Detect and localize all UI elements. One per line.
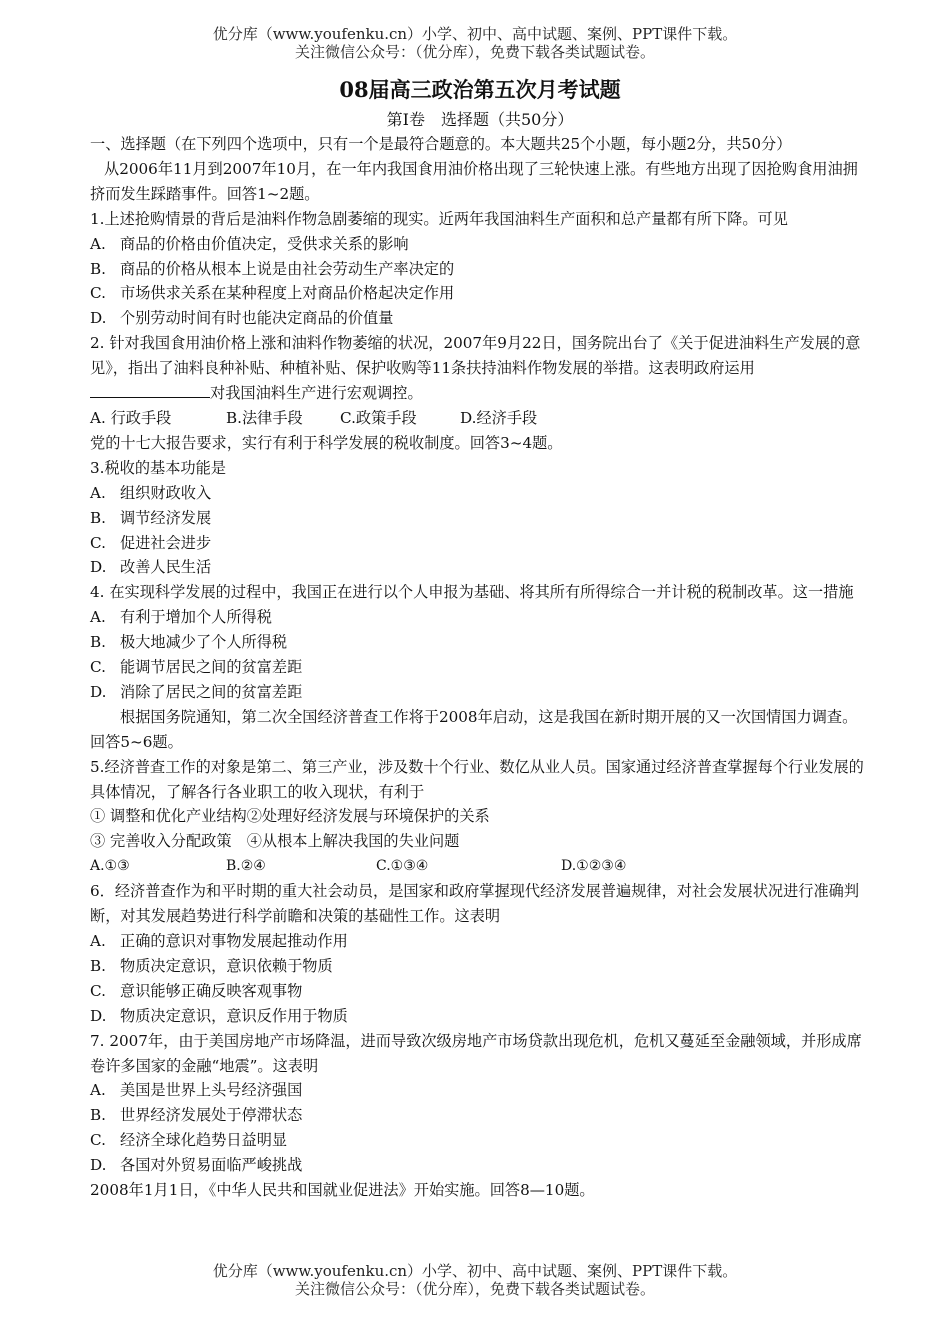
question-4-option-d: D. 消除了居民之间的贫富差距 xyxy=(90,682,303,701)
passage-4: 2008年1月1日，《中华人民共和国就业促进法》开始实施。回答8—10题。 xyxy=(90,1181,595,1200)
question-7-option-c: C. 经济全球化趋势日益明显 xyxy=(90,1131,288,1150)
question-3-option-c: C. 促进社会进步 xyxy=(90,533,212,552)
passage-2: 党的十七大报告要求，实行有利于科学发展的税收制度。回答3~4题。 xyxy=(90,433,563,452)
question-2-options xyxy=(90,406,870,431)
question-5-stem: 5.经济普查工作的对象是第二、第三产业，涉及数十个行业、数亿从业人员。国家通过经济普查掌握每个行业发展的具体情况，了解各行各业职工的收入现状，有利于 xyxy=(90,757,864,801)
question-7-option-a: A. 美国是世界上头号经济强国 xyxy=(90,1081,303,1100)
question-5-option-a: A.①③ xyxy=(90,858,130,875)
question-4-stem: 4. 在实现科学发展的过程中，我国正在进行以个人申报为基础、将其所有所得综合一并计税的税制改革。这一措施 xyxy=(90,583,854,602)
footer-line-1: 优分库（www.youfenku.cn）小学、初中、高中试题、案例、PPT课件下载。 xyxy=(212,1262,738,1280)
question-5-option-d: D.①②③④ xyxy=(561,858,627,875)
question-6-stem: 6．经济普查作为和平时期的重大社会动员，是国家和政府掌握现代经济发展普遍规律，对社会发展状况进行准确判断，对其发展趋势进行科学前瞻和决策的基础性工作。这表明 xyxy=(90,882,860,926)
passage-1: 从2006年11月到2007年10月，在一年内我国食用油价格出现了三轮快速上涨。有些地方出现了因抢购食用油拥挤而发生踩踏事件。回答1~2题。 xyxy=(90,159,858,203)
question-5-option-b: B.②④ xyxy=(226,858,266,875)
question-3-option-b: B. 调节经济发展 xyxy=(90,508,212,527)
question-6-option-a: A. 正确的意识对事物发展起推动作用 xyxy=(90,932,348,950)
question-4-option-a: A. 有利于增加个人所得税 xyxy=(90,608,272,627)
question-2-stem: 2. 针对我国食用油价格上涨和油料作物萎缩的状况，2007年9月22日，国务院出台了《关于促进油料生产发展的意见》，指出了油料良种补贴、种植补贴、保护收购等11条扶持油料作物发展的举措。这表明政府运用对我国油料生产进行宏观调控。 xyxy=(90,334,861,403)
instructions: 一、选择题（在下列四个选项中，只有一个是最符合题意的。本大题共25个小题，每小题2分，共50分） xyxy=(90,135,792,153)
question-2-option-c: C.政策手段 xyxy=(340,408,417,427)
question-7-option-b: B. 世界经济发展处于停滞状态 xyxy=(90,1106,303,1125)
section-heading: 第Ⅰ卷 选择题（共50分） xyxy=(386,110,574,129)
footer-line-2: 关注微信公众号：（优分库），免费下载各类试题试卷。 xyxy=(294,1280,655,1298)
exam-content xyxy=(90,74,870,1203)
question-1-option-b: B. 商品的价格从根本上说是由社会劳动生产率决定的 xyxy=(90,259,455,278)
question-2-option-b: B.法律手段 xyxy=(226,408,303,427)
header-line-2: 关注微信公众号：（优分库），免费下载各类试题试卷。 xyxy=(294,43,655,61)
question-6-option-b: B. 物质决定意识，意识依赖于物质 xyxy=(90,956,333,975)
page-header xyxy=(0,25,950,61)
question-1-option-c: C. 市场供求关系在某种程度上对商品价格起决定作用 xyxy=(90,284,455,303)
question-7-stem: 7. 2007年，由于美国房地产市场降温，进而导致次级房地产市场贷款出现危机，危机又蔓延至金融领域，并形成席卷许多国家的金融“地震”。这表明 xyxy=(90,1031,862,1075)
question-2-option-d: D.经济手段 xyxy=(460,408,538,427)
question-5-options xyxy=(90,854,870,879)
question-2-option-a: A. 行政手段 xyxy=(90,408,172,427)
question-7-option-d: D. 各国对外贸易面临严峻挑战 xyxy=(90,1156,303,1175)
page-footer xyxy=(0,1262,950,1298)
question-4-option-c: C. 能调节居民之间的贫富差距 xyxy=(90,658,303,677)
question-1-stem: 1.上述抢购情景的背后是油料作物急剧萎缩的现实。近两年我国油料生产面积和总产量都有所下降。可见 xyxy=(90,209,788,228)
answer-blank xyxy=(90,381,210,398)
question-3-option-d: D. 改善人民生活 xyxy=(90,558,212,577)
question-4-option-b: B. 极大地减少了个人所得税 xyxy=(90,633,288,652)
header-line-1: 优分库（www.youfenku.cn）小学、初中、高中试题、案例、PPT课件下载。 xyxy=(212,25,738,43)
question-5-option-c: C.①③④ xyxy=(376,858,429,875)
question-3-option-a: A. 组织财政收入 xyxy=(90,483,212,502)
question-3-stem: 3.税收的基本功能是 xyxy=(90,458,226,477)
question-6-option-c: C. 意识能够正确反映客观事物 xyxy=(90,981,303,1000)
question-5-items-2: ③ 完善收入分配政策 ④从根本上解决我国的失业问题 xyxy=(90,832,460,851)
passage-3: 根据国务院通知，第二次全国经济普查工作将于2008年启动，这是我国在新时期开展的又一次国情国力调查。回答5~6题。 xyxy=(90,707,858,751)
question-5-items-1: ① 调整和优化产业结构②处理好经济发展与环境保护的关系 xyxy=(90,807,490,826)
question-6-option-d: D. 物质决定意识，意识反作用于物质 xyxy=(90,1006,348,1025)
question-1-option-d: D. 个别劳动时间有时也能决定商品的价值量 xyxy=(90,309,394,328)
question-1-option-a: A. 商品的价格由价值决定，受供求关系的影响 xyxy=(90,234,409,253)
exam-title: 08届高三政治第五次月考试题 xyxy=(339,77,621,102)
